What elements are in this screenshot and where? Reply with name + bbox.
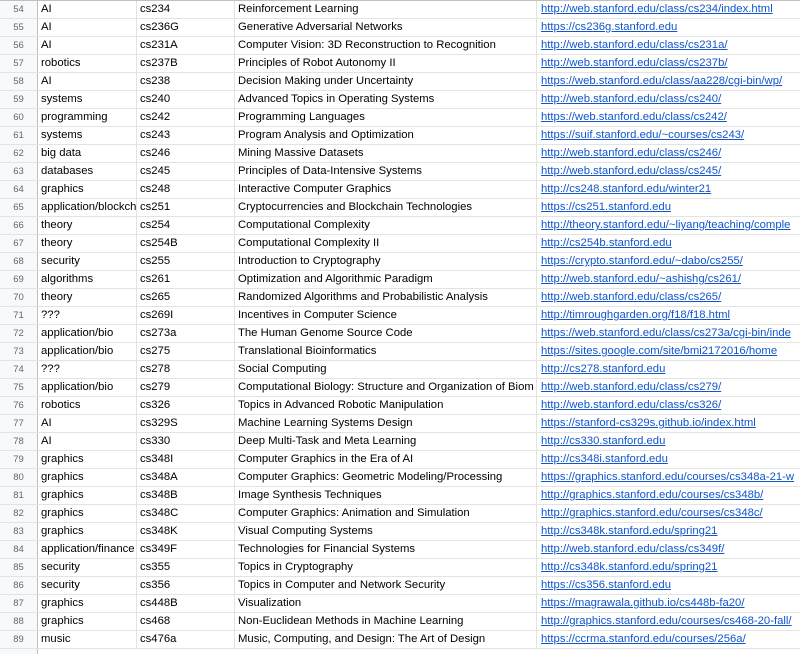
row-header[interactable]: 70 <box>0 289 38 306</box>
cell-course-url[interactable] <box>537 91 800 108</box>
cell-course-url[interactable] <box>537 55 800 72</box>
cell-course-code[interactable]: cs348A <box>137 469 235 486</box>
cell-course-code[interactable]: cs349F <box>137 541 235 558</box>
course-link[interactable]: https://cs236g.stanford.edu <box>541 21 678 33</box>
table-row <box>0 127 800 145</box>
course-link[interactable]: http://web.stanford.edu/class/cs231a/ <box>541 39 728 51</box>
cell-course-title[interactable]: Computer Vision: 3D Reconstruction to Recognition <box>235 37 537 54</box>
table-row <box>0 235 800 253</box>
cell-course-code[interactable]: cs330 <box>137 433 235 450</box>
course-link[interactable]: http://web.stanford.edu/class/cs246/ <box>541 147 722 159</box>
course-link[interactable]: http://theory.stanford.edu/~liyang/teaching/comple <box>541 219 791 231</box>
row-header[interactable]: 69 <box>0 271 38 288</box>
cell-area[interactable]: application/bio <box>38 379 137 396</box>
row-header[interactable]: 55 <box>0 19 38 36</box>
cell-course-url[interactable] <box>537 1 800 18</box>
table-row <box>0 559 800 577</box>
course-link[interactable]: http://cs330.stanford.edu <box>541 435 666 447</box>
cell-course-title[interactable]: Generative Adversarial Networks <box>235 19 537 36</box>
table-row <box>0 595 800 613</box>
cell-course-title[interactable]: Principles of Robot Autonomy II <box>235 55 537 72</box>
cell-area[interactable]: theory <box>38 235 137 252</box>
row-header[interactable]: 83 <box>0 523 38 540</box>
course-link[interactable]: http://web.stanford.edu/class/cs279/ <box>541 381 722 393</box>
cell-course-title[interactable]: Machine Learning Systems Design <box>235 415 537 432</box>
cell-course-url[interactable] <box>537 379 800 396</box>
course-link[interactable]: http://web.stanford.edu/~ashishg/cs261/ <box>541 273 742 285</box>
table-row <box>0 145 800 163</box>
course-link[interactable]: http://web.stanford.edu/class/cs234/index.html <box>541 3 773 15</box>
row-header[interactable]: 75 <box>0 379 38 396</box>
cell-area[interactable]: big data <box>38 145 137 162</box>
table-row <box>0 631 800 649</box>
cell-area[interactable]: databases <box>38 163 137 180</box>
course-link[interactable]: http://web.stanford.edu/class/cs326/ <box>541 399 722 411</box>
cell-course-code[interactable]: cs348C <box>137 505 235 522</box>
cell-area[interactable]: security <box>38 559 137 576</box>
table-row <box>0 55 800 73</box>
course-link[interactable]: https://web.stanford.edu/class/cs273a/cgi-bin/inde <box>541 327 791 339</box>
cell-course-code[interactable]: cs248 <box>137 181 235 198</box>
cell-area[interactable]: security <box>38 253 137 270</box>
cell-course-url[interactable] <box>537 397 800 414</box>
course-link[interactable]: https://magrawala.github.io/cs448b-fa20/ <box>541 597 745 609</box>
course-link[interactable]: https://cs356.stanford.edu <box>541 579 671 591</box>
table-row <box>0 415 800 433</box>
course-link[interactable]: https://sites.google.com/site/bmi2172016/home <box>541 345 778 357</box>
cell-course-code[interactable]: cs326 <box>137 397 235 414</box>
row-header[interactable]: 78 <box>0 433 38 450</box>
cell-course-code[interactable]: cs237B <box>137 55 235 72</box>
cell-course-title[interactable]: Decision Making under Uncertainty <box>235 73 537 90</box>
cell-course-code[interactable]: cs279 <box>137 379 235 396</box>
cell-area[interactable]: application/finance <box>38 541 137 558</box>
cell-course-title[interactable]: Programming Languages <box>235 109 537 126</box>
cell-course-title[interactable]: Introduction to Cryptography <box>235 253 537 270</box>
cell-area[interactable]: AI <box>38 19 137 36</box>
course-link[interactable]: http://web.stanford.edu/class/cs245/ <box>541 165 722 177</box>
cell-area[interactable]: theory <box>38 217 137 234</box>
table-row <box>0 253 800 271</box>
row-header[interactable]: 66 <box>0 217 38 234</box>
course-link[interactable]: http://cs348k.stanford.edu/spring21 <box>541 561 718 573</box>
cell-course-url[interactable] <box>537 289 800 306</box>
course-link[interactable]: http://timroughgarden.org/f18/f18.html <box>541 309 731 321</box>
row-header[interactable]: 77 <box>0 415 38 432</box>
cell-course-url[interactable] <box>537 307 800 324</box>
cell-course-code[interactable]: cs254 <box>137 217 235 234</box>
row-header[interactable]: 84 <box>0 541 38 558</box>
cell-area[interactable]: application/bio <box>38 325 137 342</box>
cell-course-code[interactable]: cs261 <box>137 271 235 288</box>
cell-area[interactable]: programming <box>38 109 137 126</box>
cell-area[interactable]: graphics <box>38 505 137 522</box>
cell-area[interactable]: graphics <box>38 523 137 540</box>
table-row <box>0 343 800 361</box>
cell-course-code[interactable]: cs255 <box>137 253 235 270</box>
course-link[interactable]: http://web.stanford.edu/class/cs349f/ <box>541 543 725 555</box>
cell-course-title[interactable]: Technologies for Financial Systems <box>235 541 537 558</box>
cell-course-title[interactable]: Topics in Computer and Network Security <box>235 577 537 594</box>
table-row <box>0 361 800 379</box>
cell-course-title[interactable]: Deep Multi-Task and Meta Learning <box>235 433 537 450</box>
cell-course-title[interactable]: Program Analysis and Optimization <box>235 127 537 144</box>
cell-course-url[interactable] <box>537 127 800 144</box>
cell-course-title[interactable]: Computational Complexity II <box>235 235 537 252</box>
cell-course-url[interactable] <box>537 325 800 342</box>
cell-course-url[interactable] <box>537 181 800 198</box>
cell-area[interactable]: security <box>38 577 137 594</box>
cell-course-url[interactable] <box>537 37 800 54</box>
next-row-partial <box>0 649 800 654</box>
row-header[interactable]: 63 <box>0 163 38 180</box>
cell-course-code[interactable]: cs356 <box>137 577 235 594</box>
row-header[interactable]: 64 <box>0 181 38 198</box>
cell-course-url[interactable] <box>537 343 800 360</box>
cell-area[interactable]: systems <box>38 127 137 144</box>
row-header[interactable]: 58 <box>0 73 38 90</box>
table-row <box>0 433 800 451</box>
course-link[interactable]: https://crypto.stanford.edu/~dabo/cs255/ <box>541 255 743 267</box>
cell-course-title[interactable]: Computational Biology: Structure and Organization of Biom <box>235 379 537 396</box>
cell-course-code[interactable]: cs269I <box>137 307 235 324</box>
cell-course-title[interactable]: Social Computing <box>235 361 537 378</box>
course-link[interactable]: https://stanford-cs329s.github.io/index.html <box>541 417 756 429</box>
cell-course-code[interactable]: cs348K <box>137 523 235 540</box>
cell-course-url[interactable] <box>537 109 800 126</box>
cell-area[interactable]: AI <box>38 415 137 432</box>
cell-course-code[interactable]: cs240 <box>137 91 235 108</box>
row-header[interactable]: 54 <box>0 1 38 18</box>
cell-area[interactable]: robotics <box>38 397 137 414</box>
cell-course-url[interactable] <box>537 73 800 90</box>
cell-course-url[interactable] <box>537 577 800 594</box>
row-header[interactable]: 87 <box>0 595 38 612</box>
table-row <box>0 289 800 307</box>
cell-area[interactable]: AI <box>38 37 137 54</box>
cell-course-url[interactable] <box>537 595 800 612</box>
cell-area[interactable]: robotics <box>38 55 137 72</box>
cell-course-title[interactable]: Randomized Algorithms and Probabilistic Analysis <box>235 289 537 306</box>
cell-course-title[interactable]: Computer Graphics in the Era of AI <box>235 451 537 468</box>
cell-course-url[interactable] <box>537 559 800 576</box>
cell-area[interactable]: AI <box>38 433 137 450</box>
table-row <box>0 199 800 217</box>
row-header[interactable]: 81 <box>0 487 38 504</box>
cell-course-code[interactable]: cs242 <box>137 109 235 126</box>
cell-course-code[interactable]: cs254B <box>137 235 235 252</box>
cell-course-code[interactable]: cs355 <box>137 559 235 576</box>
cell-area[interactable]: systems <box>38 91 137 108</box>
course-link[interactable]: https://web.stanford.edu/class/cs242/ <box>541 111 727 123</box>
table-row <box>0 397 800 415</box>
cell-course-code[interactable]: cs348I <box>137 451 235 468</box>
course-link[interactable]: https://cs251.stanford.edu <box>541 201 671 213</box>
cell-course-title[interactable]: Computational Complexity <box>235 217 537 234</box>
cell-course-title[interactable]: The Human Genome Source Code <box>235 325 537 342</box>
row-header[interactable]: 59 <box>0 91 38 108</box>
cell-area[interactable]: graphics <box>38 469 137 486</box>
table-row <box>0 1 800 19</box>
course-link[interactable]: http://graphics.stanford.edu/courses/cs468-20-fall/ <box>541 615 792 627</box>
cell-course-url[interactable] <box>537 487 800 504</box>
cell-course-title[interactable]: Non-Euclidean Methods in Machine Learning <box>235 613 537 630</box>
cell-course-code[interactable]: cs245 <box>137 163 235 180</box>
row-header[interactable]: 68 <box>0 253 38 270</box>
cell-course-title[interactable]: Visualization <box>235 595 537 612</box>
cell-course-url[interactable] <box>537 19 800 36</box>
cell-course-code[interactable]: cs348B <box>137 487 235 504</box>
course-link[interactable]: http://web.stanford.edu/class/cs237b/ <box>541 57 728 69</box>
course-link[interactable]: http://web.stanford.edu/class/cs265/ <box>541 291 722 303</box>
cell-course-title[interactable]: Computer Graphics: Geometric Modeling/Processing <box>235 469 537 486</box>
cell-course-title[interactable]: Interactive Computer Graphics <box>235 181 537 198</box>
cell-course-title[interactable]: Optimization and Algorithmic Paradigm <box>235 271 537 288</box>
cell-course-code[interactable]: cs265 <box>137 289 235 306</box>
cell-area[interactable]: music <box>38 631 137 648</box>
cell-area[interactable]: application/blockch <box>38 199 137 216</box>
table-row <box>0 487 800 505</box>
row-header[interactable]: 79 <box>0 451 38 468</box>
cell-course-code[interactable]: cs243 <box>137 127 235 144</box>
cell-course-title[interactable]: Music, Computing, and Design: The Art of Design <box>235 631 537 648</box>
cell-course-code[interactable]: cs238 <box>137 73 235 90</box>
cell-course-url[interactable] <box>537 451 800 468</box>
row-header[interactable]: 61 <box>0 127 38 144</box>
cell-area[interactable]: graphics <box>38 487 137 504</box>
cell-area[interactable]: AI <box>38 1 137 18</box>
course-link[interactable]: https://graphics.stanford.edu/courses/cs348a-21-w <box>541 471 795 483</box>
cell-course-code[interactable]: cs251 <box>137 199 235 216</box>
table-row <box>0 91 800 109</box>
row-header[interactable]: 82 <box>0 505 38 522</box>
cell-course-url[interactable] <box>537 541 800 558</box>
cell-course-url[interactable] <box>537 253 800 270</box>
row-header[interactable]: 65 <box>0 199 38 216</box>
cell-course-title[interactable]: Computer Graphics: Animation and Simulation <box>235 505 537 522</box>
table-row <box>0 109 800 127</box>
cell-course-url[interactable] <box>537 217 800 234</box>
cell-area[interactable]: graphics <box>38 451 137 468</box>
cell-area[interactable]: graphics <box>38 613 137 630</box>
row-header[interactable]: 85 <box>0 559 38 576</box>
table-row <box>0 307 800 325</box>
row-header[interactable]: 73 <box>0 343 38 360</box>
table-row <box>0 505 800 523</box>
table-row <box>0 577 800 595</box>
course-link[interactable]: http://cs348k.stanford.edu/spring21 <box>541 525 718 537</box>
cell-course-code[interactable]: cs476a <box>137 631 235 648</box>
table-row <box>0 73 800 91</box>
cell-course-code[interactable]: cs278 <box>137 361 235 378</box>
row-header[interactable]: 57 <box>0 55 38 72</box>
cell-course-code[interactable]: cs273a <box>137 325 235 342</box>
cell-course-title[interactable]: Translational Bioinformatics <box>235 343 537 360</box>
row-header[interactable]: 60 <box>0 109 38 126</box>
cell-area[interactable]: theory <box>38 289 137 306</box>
table-row <box>0 541 800 559</box>
table-row <box>0 217 800 235</box>
row-header[interactable]: 72 <box>0 325 38 342</box>
cell-course-title[interactable]: Topics in Cryptography <box>235 559 537 576</box>
cell-area[interactable]: ??? <box>38 361 137 378</box>
table-row <box>0 451 800 469</box>
cell-area[interactable]: graphics <box>38 595 137 612</box>
cell-course-url[interactable] <box>537 361 800 378</box>
course-link[interactable]: http://graphics.stanford.edu/courses/cs348c/ <box>541 507 763 519</box>
cell-course-url[interactable] <box>537 505 800 522</box>
row-header[interactable]: 62 <box>0 145 38 162</box>
cell-course-code[interactable]: cs468 <box>137 613 235 630</box>
cell-course-title[interactable]: Cryptocurrencies and Blockchain Technologies <box>235 199 537 216</box>
cell-course-url[interactable] <box>537 433 800 450</box>
cell-course-title[interactable]: Visual Computing Systems <box>235 523 537 540</box>
row-header[interactable]: 56 <box>0 37 38 54</box>
cell-course-code[interactable]: cs329S <box>137 415 235 432</box>
course-link[interactable]: https://web.stanford.edu/class/aa228/cgi-bin/wp/ <box>541 75 783 87</box>
table-row <box>0 379 800 397</box>
row-header[interactable]: 86 <box>0 577 38 594</box>
row-header[interactable]: 80 <box>0 469 38 486</box>
cell-course-url[interactable] <box>537 469 800 486</box>
cell-course-url[interactable] <box>537 235 800 252</box>
cell-course-title[interactable]: Reinforcement Learning <box>235 1 537 18</box>
cell-course-title[interactable]: Image Synthesis Techniques <box>235 487 537 504</box>
cell-course-title[interactable]: Principles of Data-Intensive Systems <box>235 163 537 180</box>
row-header[interactable]: 88 <box>0 613 38 630</box>
row-header[interactable]: 76 <box>0 397 38 414</box>
cell-course-url[interactable] <box>537 523 800 540</box>
cell-course-code[interactable]: cs231A <box>137 37 235 54</box>
cell-course-url[interactable] <box>537 631 800 648</box>
cell-area[interactable]: application/bio <box>38 343 137 360</box>
table-row <box>0 19 800 37</box>
cell-course-url[interactable] <box>537 271 800 288</box>
cell-course-title[interactable]: Incentives in Computer Science <box>235 307 537 324</box>
course-link[interactable]: http://cs254b.stanford.edu <box>541 237 672 249</box>
table-row <box>0 523 800 541</box>
cell-course-code[interactable]: cs236G <box>137 19 235 36</box>
course-link[interactable]: http://web.stanford.edu/class/cs240/ <box>541 93 722 105</box>
course-link[interactable]: https://ccrma.stanford.edu/courses/256a/ <box>541 633 746 645</box>
cell-course-url[interactable] <box>537 145 800 162</box>
cell-course-code[interactable]: cs234 <box>137 1 235 18</box>
cell-course-url[interactable] <box>537 163 800 180</box>
cell-course-url[interactable] <box>537 199 800 216</box>
course-link[interactable]: http://cs278.stanford.edu <box>541 363 666 375</box>
table-row <box>0 469 800 487</box>
row-header[interactable]: 89 <box>0 631 38 648</box>
row-header[interactable]: 71 <box>0 307 38 324</box>
cell-area[interactable]: algorithms <box>38 271 137 288</box>
cell-course-url[interactable] <box>537 415 800 432</box>
cell-course-code[interactable]: cs275 <box>137 343 235 360</box>
course-link[interactable]: https://suif.stanford.edu/~courses/cs243/ <box>541 129 745 141</box>
course-link[interactable]: http://cs348i.stanford.edu <box>541 453 668 465</box>
table-row <box>0 613 800 631</box>
cell-course-code[interactable]: cs246 <box>137 145 235 162</box>
cell-course-title[interactable]: Mining Massive Datasets <box>235 145 537 162</box>
table-row <box>0 325 800 343</box>
cell-course-title[interactable]: Advanced Topics in Operating Systems <box>235 91 537 108</box>
row-header[interactable]: 74 <box>0 361 38 378</box>
row-header[interactable]: 67 <box>0 235 38 252</box>
cell-area[interactable]: graphics <box>38 181 137 198</box>
table-row <box>0 181 800 199</box>
cell-course-title[interactable]: Topics in Advanced Robotic Manipulation <box>235 397 537 414</box>
cell-area[interactable]: ??? <box>38 307 137 324</box>
course-link[interactable]: http://graphics.stanford.edu/courses/cs348b/ <box>541 489 764 501</box>
cell-course-code[interactable]: cs448B <box>137 595 235 612</box>
cell-area[interactable]: AI <box>38 73 137 90</box>
row-header[interactable] <box>0 649 38 654</box>
cell-course-url[interactable] <box>537 613 800 630</box>
table-row <box>0 163 800 181</box>
table-row <box>0 271 800 289</box>
table-row <box>0 37 800 55</box>
course-link[interactable]: http://cs248.stanford.edu/winter21 <box>541 183 712 195</box>
